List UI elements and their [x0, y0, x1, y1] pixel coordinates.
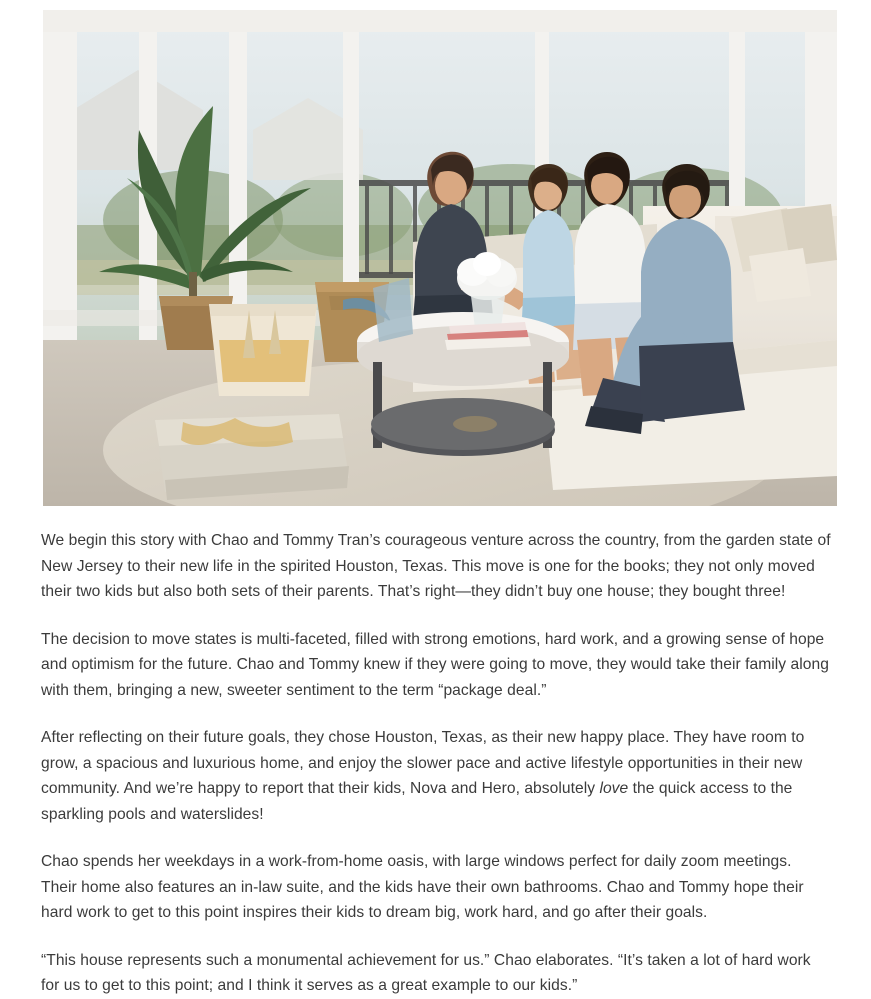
living-room-illustration — [43, 10, 837, 506]
paragraph-3-part-a: After reflecting on their future goals, they chose Houston, Texas, as their new happy place. They have room to grow, a spacious and luxurious home, and enjoy the slower pace and active lifestyle opportunities in their new community. And we’re happy to report that their kids, Nova and Hero, absolutely — [41, 729, 805, 797]
article-body — [41, 528, 831, 999]
paragraph-1: We begin this story with Chao and Tommy Tran’s courageous venture across the country, from the garden state of New Jersey to their new life in the spirited Houston, Texas. This move is one for the books; they not only moved their two kids but also both sets of their parents. That’s right—they didn’t buy one house; they bought three! — [41, 532, 831, 600]
hero-image — [43, 10, 837, 506]
paragraph-3 — [41, 725, 831, 827]
paragraph-2: The decision to move states is multi-faceted, filled with strong emotions, hard work, and a growing sense of hope and optimism for the future. Chao and Tommy knew if they were going to move, they would take their family along with them, bringing a new, sweeter sentiment to the term “package deal.” — [41, 630, 829, 699]
paragraph-3-part-b: the quick access to the sparkling pools and waterslides! — [41, 780, 793, 823]
paragraph-3-emphasis: love — [599, 780, 629, 797]
paragraph-5: “This house represents such a monumental achievement for us.” Chao elaborates. “It’s taken a lot of hard work for us to get to this point; and I think it serves as a great example to our kids.” — [41, 951, 811, 994]
paragraph-4: Chao spends her weekdays in a work-from-home oasis, with large windows perfect for daily zoom meetings. Their home also features an in-law suite, and the kids have their own bathrooms. Chao and Tommy hope their hard work to get to this point inspires their kids to dream big, work hard, and go after their goals. — [41, 853, 804, 921]
